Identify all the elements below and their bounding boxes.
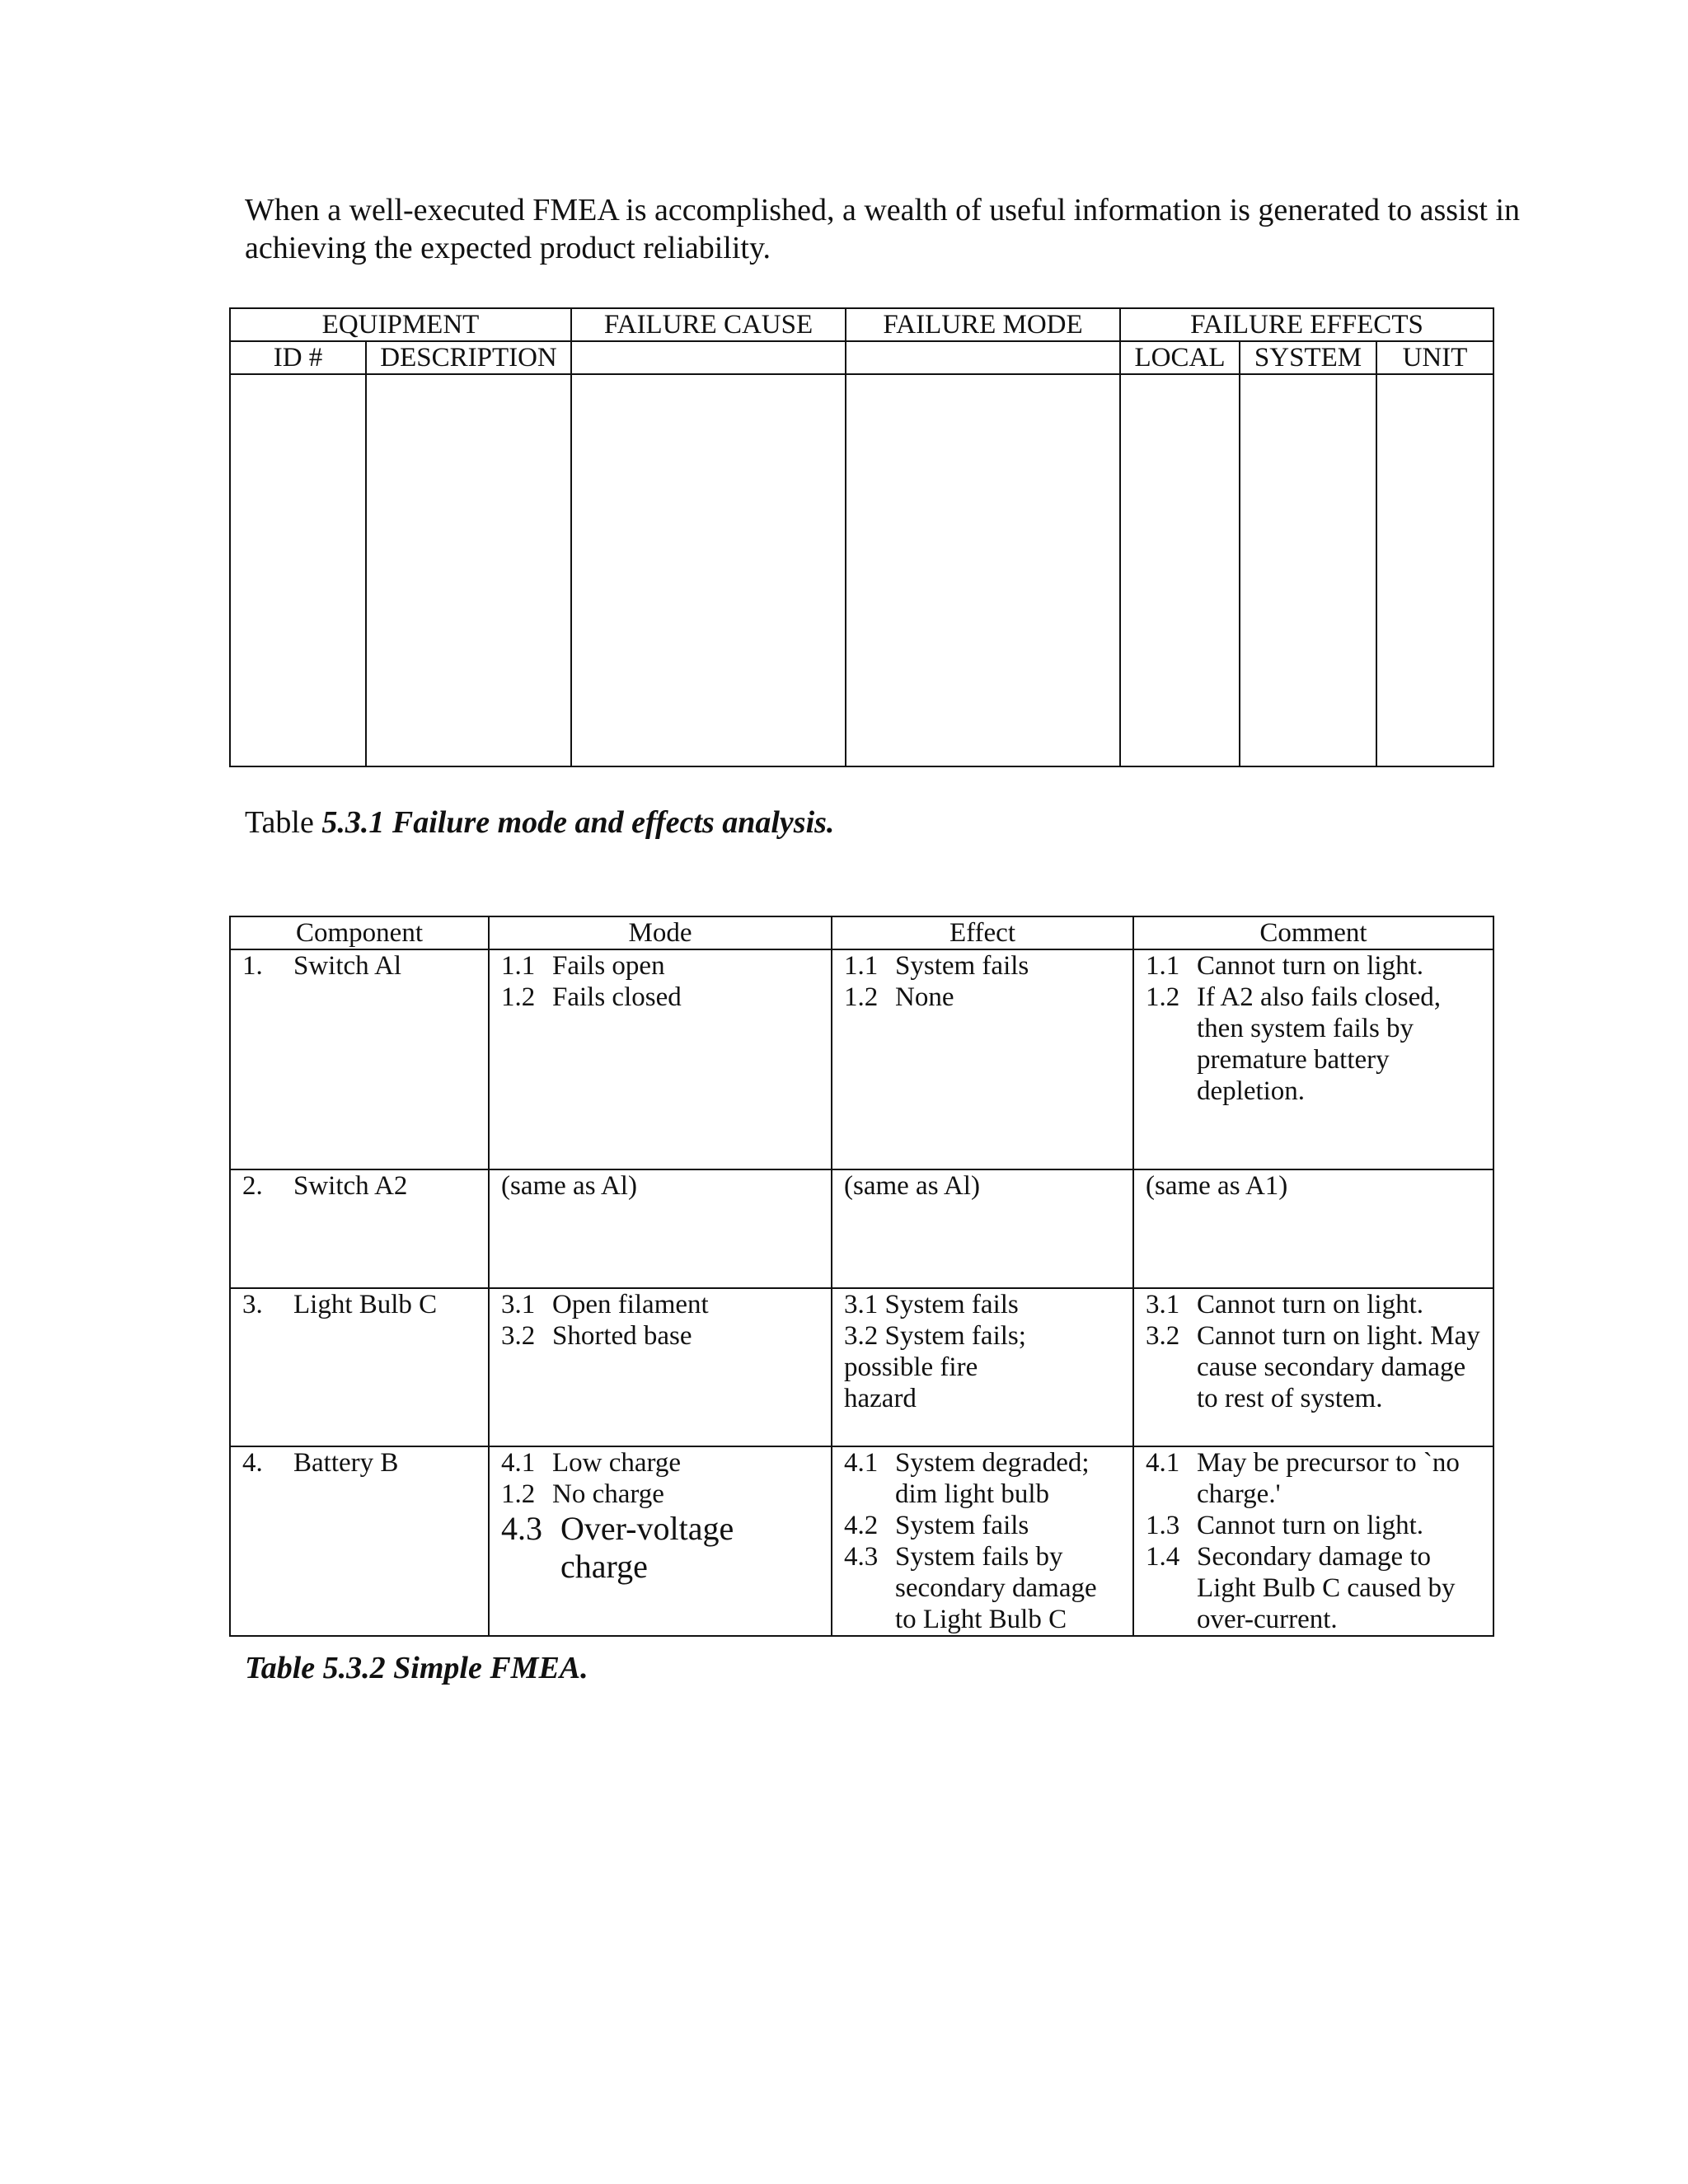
item-number: 4.1 xyxy=(501,1448,536,1478)
table1-caption xyxy=(245,804,834,841)
item-number: 1.2 xyxy=(501,1479,536,1509)
item-text: Fails open xyxy=(552,951,665,981)
component-number: 1. xyxy=(242,951,263,981)
item-text: System fails by secondary damage to Light Bulb C xyxy=(895,1542,1097,1634)
item-text: System fails xyxy=(895,1511,1029,1540)
comment-cell: (same as A1) xyxy=(1133,1169,1493,1288)
effect-line: 3.1 System fails xyxy=(844,1290,1019,1319)
item-text: Over-voltage charge xyxy=(560,1510,734,1585)
header-unit: UNIT xyxy=(1376,341,1493,374)
item-number: 1.2 xyxy=(501,982,536,1012)
caption-prefix: Table xyxy=(245,805,322,840)
header-comment: Comment xyxy=(1133,916,1493,949)
item-text: Open filament xyxy=(552,1290,709,1319)
effect-cell xyxy=(832,1288,1133,1446)
item-number: 1.1 xyxy=(501,951,536,981)
header-system: SYSTEM xyxy=(1240,341,1376,374)
header-mode-sub xyxy=(846,341,1120,374)
item-text: Low charge xyxy=(552,1448,682,1478)
blank-cell xyxy=(846,374,1120,766)
item-text: Cannot turn on light. xyxy=(1197,1290,1423,1319)
item-text: Shorted base xyxy=(552,1321,692,1351)
mode-cell xyxy=(489,1288,832,1446)
comment-cell xyxy=(1133,949,1493,1169)
fmea-form-table xyxy=(229,307,1494,767)
item-text: System degraded; dim light bulb xyxy=(895,1448,1090,1509)
header-failure-cause: FAILURE CAUSE xyxy=(571,308,846,341)
component-number: 2. xyxy=(242,1171,263,1201)
item-text: System fails xyxy=(895,951,1029,981)
component-name: Light Bulb C xyxy=(293,1290,438,1319)
component-name: Battery B xyxy=(293,1448,399,1478)
component-cell xyxy=(230,1169,489,1288)
item-text: May be precursor to `no charge.' xyxy=(1197,1448,1460,1509)
blank-cell xyxy=(571,374,846,766)
item-number: 1.4 xyxy=(1146,1542,1180,1572)
item-number: 1.3 xyxy=(1146,1511,1180,1540)
component-number: 3. xyxy=(242,1290,263,1319)
header-failure-effects: FAILURE EFFECTS xyxy=(1120,308,1493,341)
item-number: 1.2 xyxy=(1146,982,1180,1012)
blank-cell xyxy=(1240,374,1376,766)
table2-caption: Table 5.3.2 Simple FMEA. xyxy=(245,1651,588,1685)
item-number: 3.2 xyxy=(1146,1321,1180,1351)
comment-cell xyxy=(1133,1446,1493,1636)
header-equipment: EQUIPMENT xyxy=(230,308,571,341)
item-number: 1.1 xyxy=(844,951,879,981)
item-text: No charge xyxy=(552,1479,664,1509)
simple-fmea-table xyxy=(229,916,1494,1637)
item-number: 1.1 xyxy=(1146,951,1180,981)
effect-line: 3.2 System fails; xyxy=(844,1321,1026,1351)
blank-cell xyxy=(366,374,571,766)
item-text: If A2 also fails closed, then system fails by premature battery depletion. xyxy=(1197,982,1442,1106)
caption-title: 5.3.1 Failure mode and effects analysis. xyxy=(321,805,835,840)
header-cause-sub xyxy=(571,341,846,374)
effect-cell: (same as Al) xyxy=(832,1169,1133,1288)
item-number: 4.2 xyxy=(844,1511,879,1540)
item-number: 1.2 xyxy=(844,982,879,1012)
mode-cell xyxy=(489,949,832,1169)
table-row xyxy=(230,949,1493,1169)
header-description: DESCRIPTION xyxy=(366,341,571,374)
item-number: 4.3 xyxy=(501,1510,542,1547)
item-number: 3.1 xyxy=(1146,1290,1180,1319)
item-text: Secondary damage to Light Bulb C caused by over-current. xyxy=(1197,1542,1456,1634)
blank-cell xyxy=(1120,374,1240,766)
effect-cell xyxy=(832,949,1133,1169)
effect-line: hazard xyxy=(844,1384,917,1413)
item-number: 3.1 xyxy=(501,1290,536,1319)
intro-paragraph: When a well-executed FMEA is accomplished, a wealth of useful information is generated to assist in achieving the expected product reliability. xyxy=(245,193,1521,265)
item-number: 4.1 xyxy=(844,1448,879,1478)
header-effect: Effect xyxy=(832,916,1133,949)
header-id: ID # xyxy=(230,341,366,374)
component-cell xyxy=(230,949,489,1169)
component-cell xyxy=(230,1446,489,1636)
component-name: Switch Al xyxy=(293,951,402,981)
item-text: Fails closed xyxy=(552,982,682,1012)
mode-cell: (same as Al) xyxy=(489,1169,832,1288)
header-failure-mode: FAILURE MODE xyxy=(846,308,1120,341)
item-number: 4.1 xyxy=(1146,1448,1180,1478)
comment-cell xyxy=(1133,1288,1493,1446)
item-text: Cannot turn on light. xyxy=(1197,951,1423,981)
blank-cell xyxy=(1376,374,1493,766)
item-text: Cannot turn on light. xyxy=(1197,1511,1423,1540)
blank-cell xyxy=(230,374,366,766)
item-number: 4.3 xyxy=(844,1542,879,1572)
table-row xyxy=(230,1446,1493,1636)
table-row xyxy=(230,1288,1493,1446)
header-local: LOCAL xyxy=(1120,341,1240,374)
item-number: 3.2 xyxy=(501,1321,536,1351)
header-mode: Mode xyxy=(489,916,832,949)
component-name: Switch A2 xyxy=(293,1171,408,1201)
component-number: 4. xyxy=(242,1448,263,1478)
mode-cell xyxy=(489,1446,832,1636)
effect-line: possible fire xyxy=(844,1352,978,1382)
component-cell xyxy=(230,1288,489,1446)
effect-cell xyxy=(832,1446,1133,1636)
item-text: None xyxy=(895,982,954,1012)
table-row xyxy=(230,1169,1493,1288)
blank-row xyxy=(230,374,1493,766)
header-component: Component xyxy=(230,916,489,949)
item-text: Cannot turn on light. May cause secondary damage to rest of system. xyxy=(1197,1321,1480,1413)
